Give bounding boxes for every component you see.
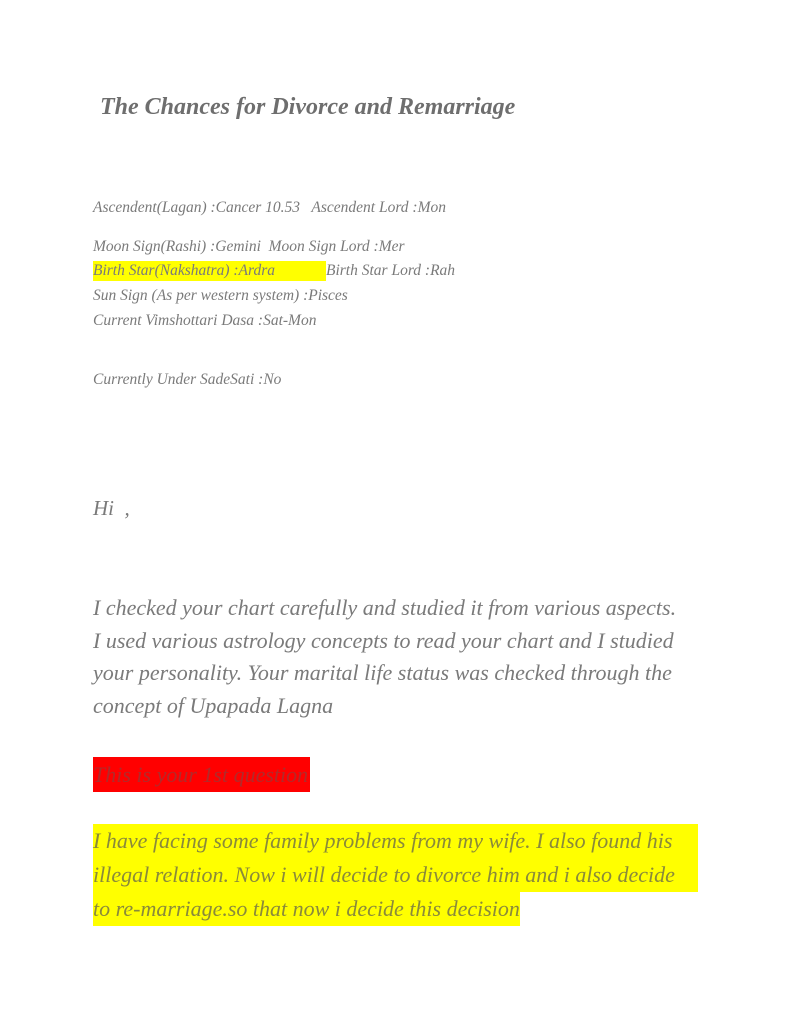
intro-paragraph <box>93 592 733 722</box>
question-text <box>93 824 698 926</box>
page-title: The Chances for Divorce and Remarriage <box>100 94 516 120</box>
birth-star-highlighted: Birth Star(Nakshatra) :Ardra <box>93 261 326 281</box>
intro-line: I checked your chart carefully and studied it from various aspects. <box>93 595 677 620</box>
question-line: to re-marriage.so that now i decide this decision <box>93 892 520 926</box>
birth-star-line <box>93 261 455 281</box>
intro-line: your personality. Your marital life status was checked through the <box>93 660 672 685</box>
question-label: This is your 1st question <box>93 757 310 792</box>
sadesati-line: Currently Under SadeSati :No <box>93 371 282 388</box>
dasa-line: Current Vimshottari Dasa :Sat-Mon <box>93 312 317 329</box>
question-line: illegal relation. Now i will decide to divorce him and i also decide <box>93 858 698 892</box>
ascendant-line: Ascendent(Lagan) :Cancer 10.53 Ascendent Lord :Mon <box>93 199 446 216</box>
birth-star-lord: Birth Star Lord :Rah <box>326 262 456 279</box>
intro-line: concept of Upapada Lagna <box>93 692 334 718</box>
question-line: I have facing some family problems from my wife. I also found his <box>93 824 698 858</box>
sun-sign-line: Sun Sign (As per western system) :Pisces <box>93 287 348 304</box>
greeting: Hi , <box>93 496 130 520</box>
moon-sign-line: Moon Sign(Rashi) :Gemini Moon Sign Lord :Mer <box>93 238 405 255</box>
intro-line: I used various astrology concepts to read your chart and I studied <box>93 627 674 653</box>
